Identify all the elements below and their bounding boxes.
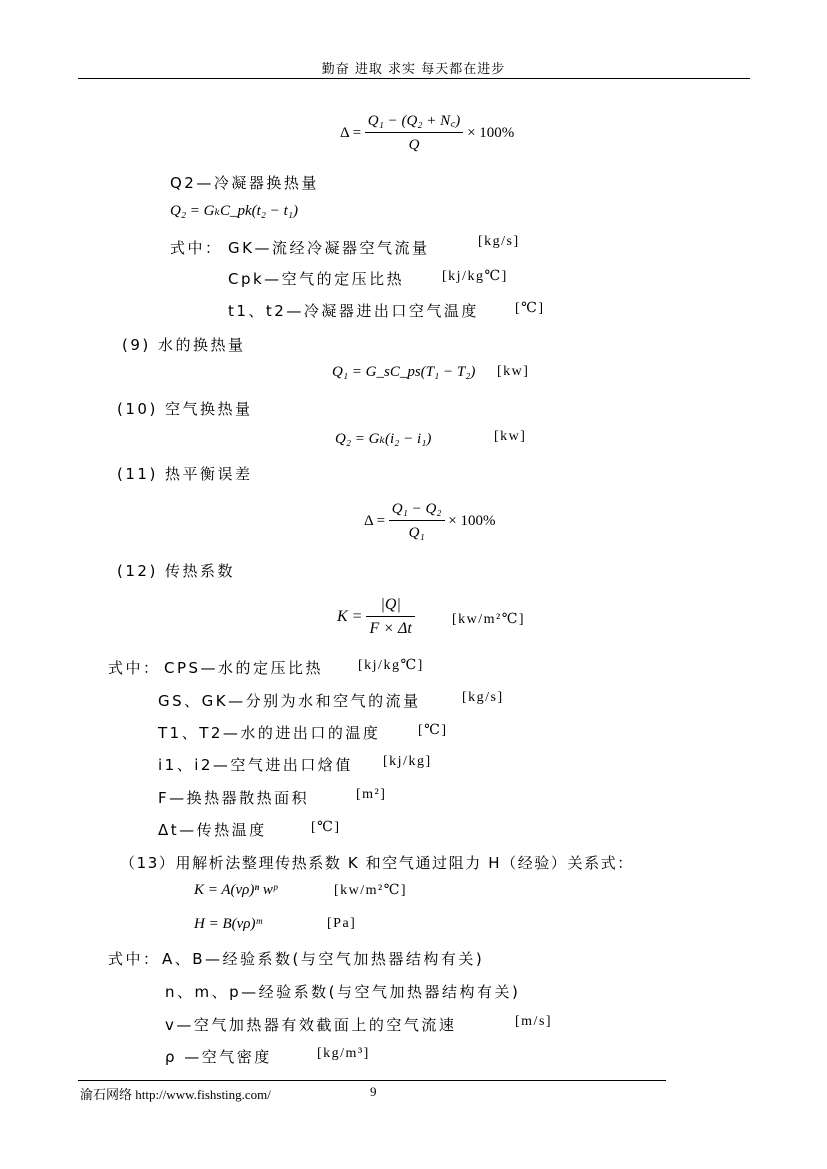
def-f-unit: [m²]: [356, 787, 387, 802]
section-9-formula: Q₁ = G_sC_ps(T₁ − T₂): [332, 364, 476, 380]
def-rho-unit: [kg/m³]: [317, 1046, 370, 1061]
def-delta-t-unit: [℃]: [311, 820, 341, 835]
eq1-numerator: Q₁ − (Q₂ + N꜀): [365, 110, 464, 133]
q2-heading: Q2—冷凝器换热量: [170, 174, 319, 192]
cpk-definition: Cpk—空气的定压比热: [228, 270, 405, 288]
eq12-numerator: |Q|: [366, 594, 414, 617]
defs2-where: 式中：: [108, 950, 161, 968]
eq12-lhs: K =: [337, 608, 363, 626]
footer-site: 渝石网络 http://www.fishsting.com/: [80, 1087, 271, 1102]
eq12-denominator: F × Δt: [369, 620, 412, 637]
q2-where: 式中：: [170, 239, 223, 257]
section-9-heading: (9) 水的换热量: [122, 336, 246, 354]
eq1-tail: × 100%: [467, 124, 515, 141]
section-10-formula: Q₂ = Gₖ(i₂ − i₁): [335, 431, 432, 447]
def-gs-gk-unit: [kg/s]: [462, 690, 504, 705]
section-13-h-unit: [Pa]: [327, 916, 357, 931]
section-10-unit: [kw]: [494, 429, 527, 444]
def-v: v—空气加热器有效截面上的空气流速: [165, 1016, 457, 1034]
defs-where: 式中：: [108, 659, 161, 677]
cpk-unit: [kj/kg℃]: [442, 269, 508, 284]
eq1-lhs: Δ =: [340, 124, 362, 141]
header-rule: [78, 78, 750, 79]
section-12-unit: [kw/m²℃]: [452, 612, 526, 627]
def-i1-i2-unit: [kj/kg]: [383, 754, 432, 769]
section-11-equation: [364, 498, 495, 545]
eq11-lhs: Δ =: [364, 512, 386, 529]
def-i1-i2: i1、i2—空气进出口焓值: [158, 756, 353, 774]
t-unit: [℃]: [515, 301, 545, 316]
page-number: 9: [370, 1084, 377, 1099]
equation-delta-1: [340, 110, 514, 157]
section-11-heading: (11) 热平衡误差: [117, 465, 253, 483]
section-13-h-formula: H = B(vρ)ᵐ: [194, 916, 262, 932]
section-13-k-unit: [kw/m²℃]: [334, 883, 408, 898]
section-13-heading: （13）用解析法整理传热系数 K 和空气通过阻力 H（经验）关系式：: [120, 854, 634, 872]
page-header: 勤奋 进取 求实 每天都在进步: [321, 62, 506, 77]
def-t1-t2: T1、T2—水的进出口的温度: [158, 724, 381, 742]
section-13-k-formula: K = A(vρ)ⁿ wᵖ: [194, 882, 278, 898]
eq11-numerator: Q₁ − Q₂: [389, 498, 445, 521]
def-t1-t2-unit: [℃]: [418, 723, 448, 738]
footer-rule: [78, 1080, 666, 1081]
def-rho: ρ —空气密度: [165, 1048, 272, 1066]
def-v-unit: [m/s]: [515, 1014, 553, 1029]
q2-formula: Q₂ = GₖC_pk(t₂ − t₁): [170, 203, 299, 219]
section-12-heading: (12) 传热系数: [117, 562, 236, 580]
def-delta-t: Δt—传热温度: [158, 821, 267, 839]
def-cps-unit: [kj/kg℃]: [358, 658, 424, 673]
eq11-denominator: Q₁: [408, 525, 425, 541]
gk-unit: [kg/s]: [478, 234, 520, 249]
def-n-m-p: n、m、p—经验系数(与空气加热器结构有关): [165, 983, 521, 1001]
section-10-heading: (10) 空气换热量: [117, 400, 253, 418]
section-12-equation: [337, 594, 415, 641]
def-cps: CPS—水的定压比热: [164, 659, 324, 677]
def-f: F—换热器散热面积: [158, 789, 310, 807]
def-a-b: A、B—经验系数(与空气加热器结构有关): [162, 950, 485, 968]
def-gs-gk: GS、GK—分别为水和空气的流量: [158, 692, 421, 710]
eq1-denominator: Q: [408, 137, 420, 153]
eq11-tail: × 100%: [448, 512, 496, 529]
section-9-unit: [kw]: [497, 364, 530, 379]
gk-definition: GK—流经冷凝器空气流量: [228, 239, 430, 257]
t-definition: t1、t2—冷凝器进出口空气温度: [228, 302, 479, 320]
